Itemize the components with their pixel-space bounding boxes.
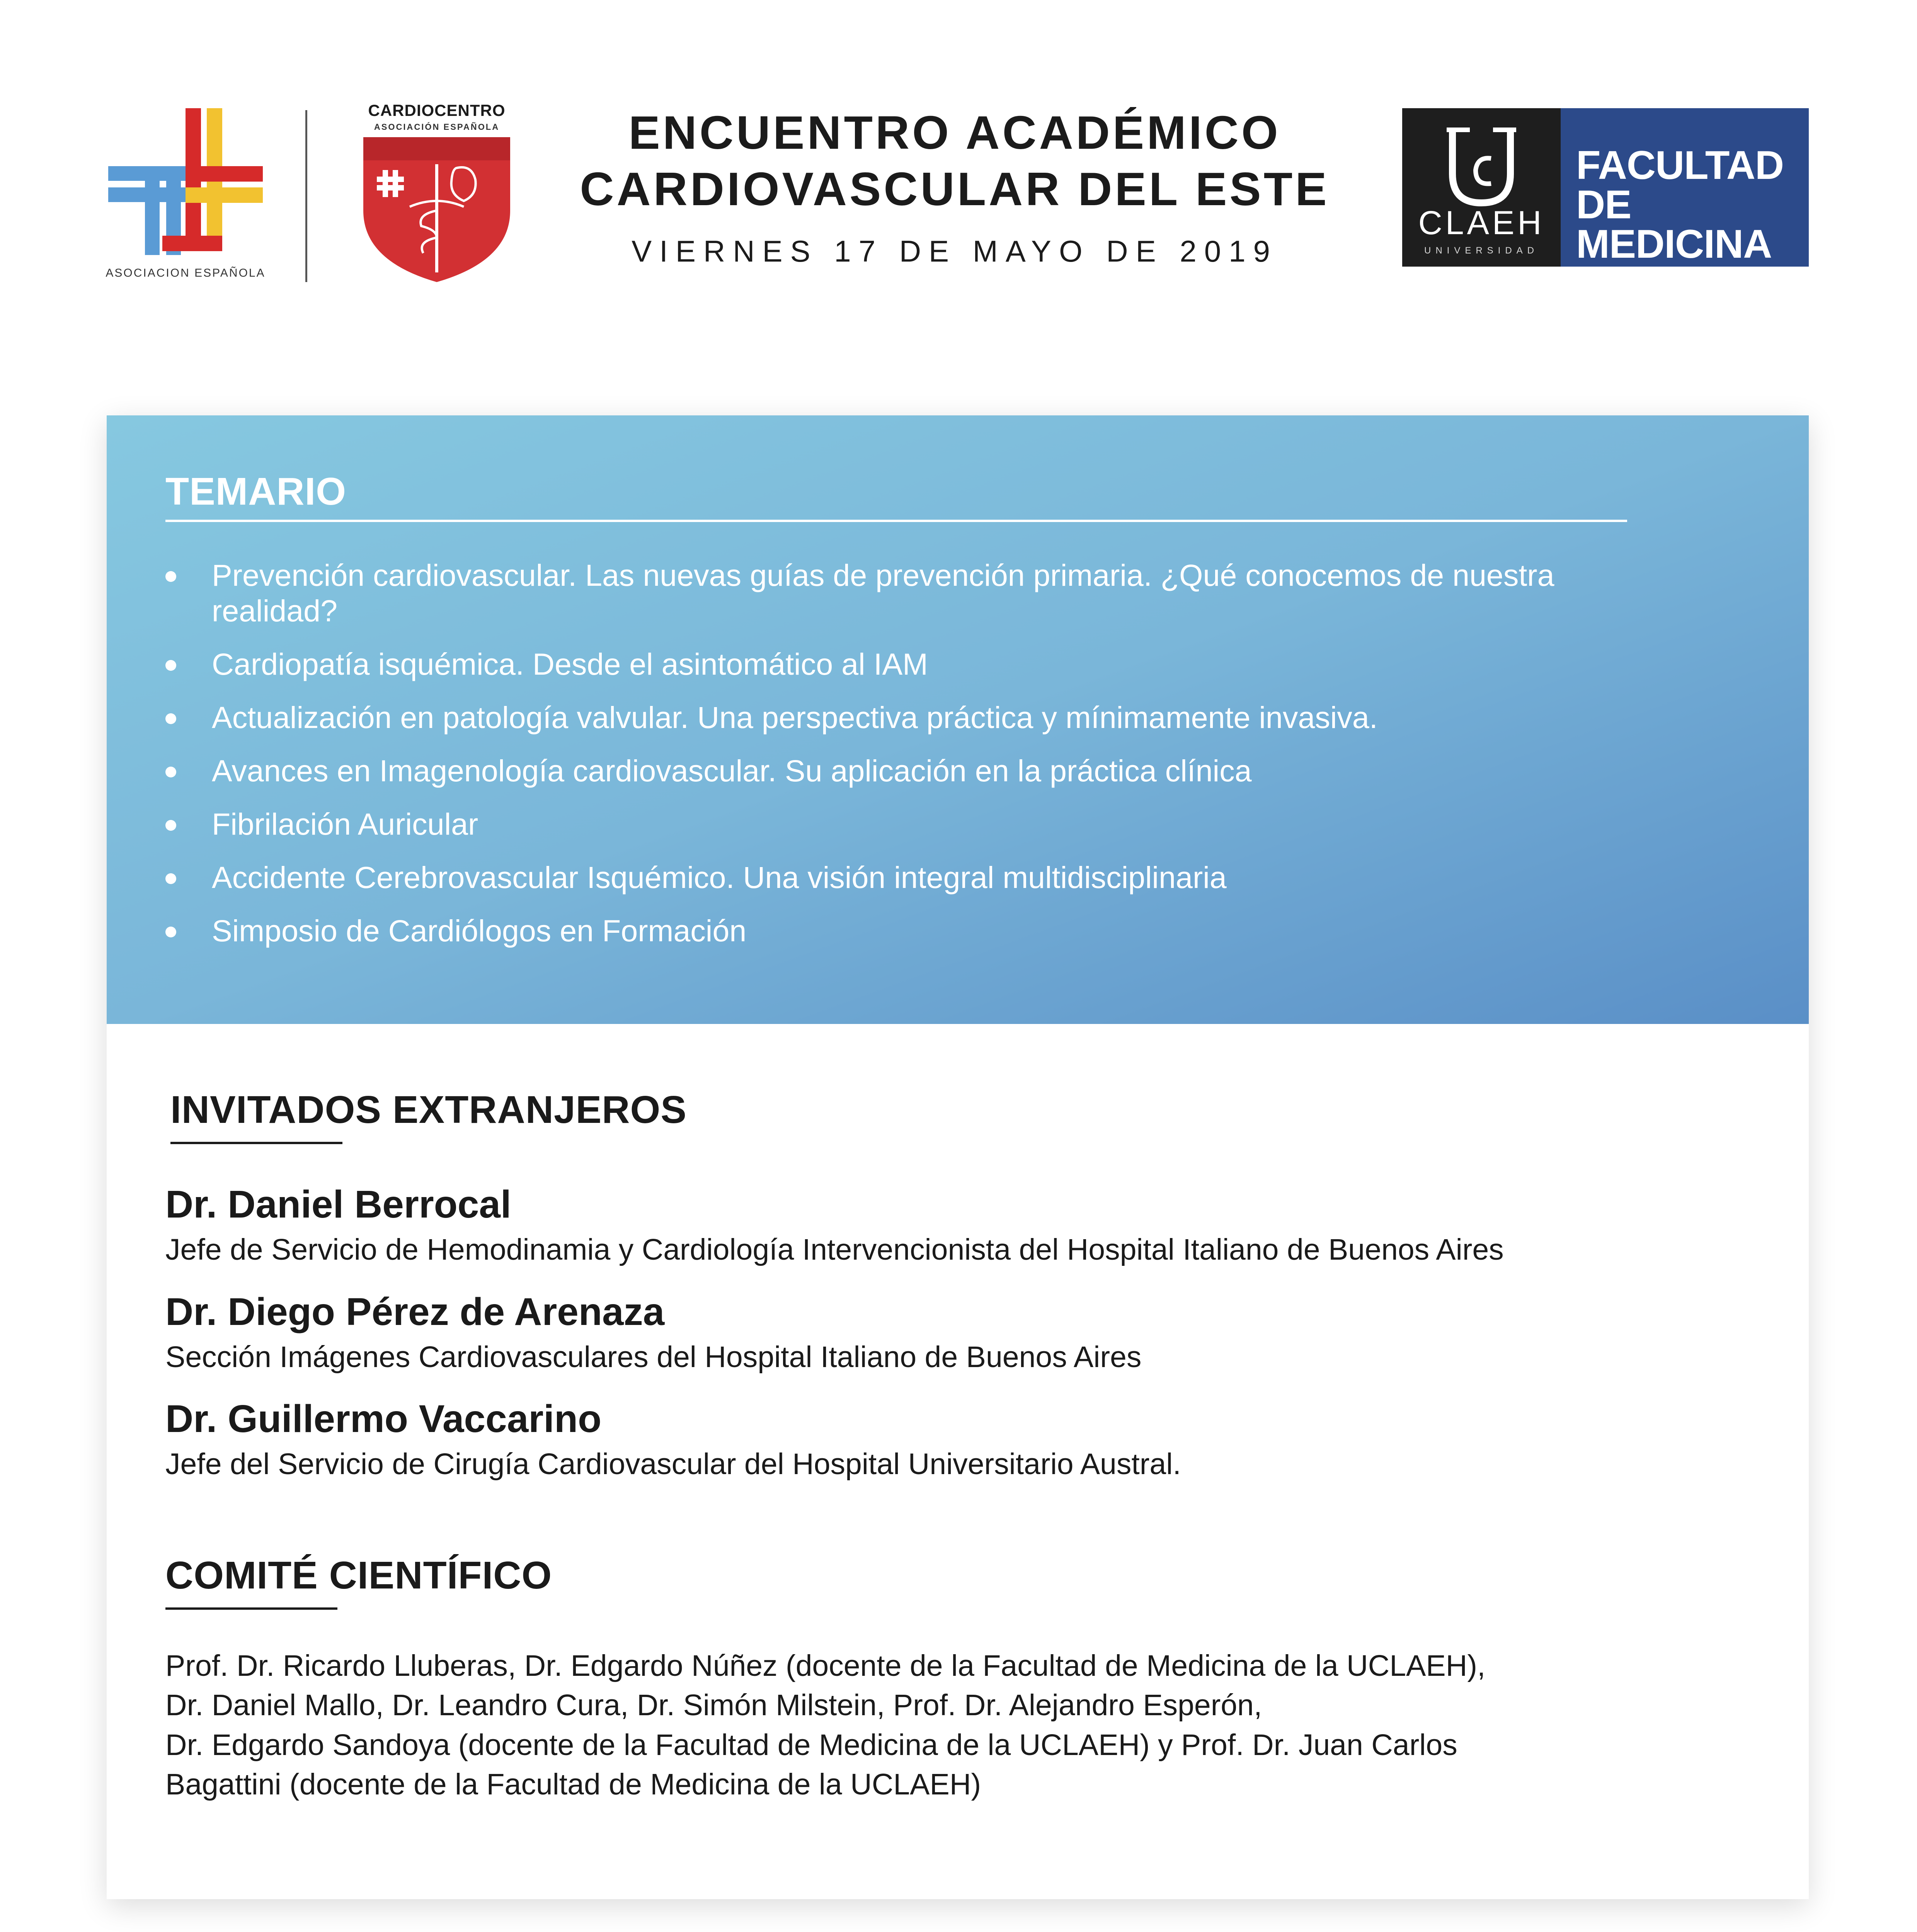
claeh-logo [1402, 108, 1561, 267]
comite-line: Dr. Daniel Mallo, Dr. Leandro Cura, Dr. Simón Milstein, Prof. Dr. Alejandro Esperón, [165, 1689, 1262, 1722]
cardiocentro-subtitle: ASOCIACIÓN ESPAÑOLA [374, 122, 500, 132]
invitados-heading: INVITADOS EXTRANJEROS [170, 1088, 687, 1131]
temario-item: Accidente Cerebrovascular Isquémico. Una visión integral multidisciplinaria [165, 860, 1673, 895]
facultad-medicina-logo [1561, 108, 1809, 267]
bullet-icon [165, 873, 176, 884]
event-date: VIERNES 17 DE MAYO DE 2019 [632, 234, 1278, 268]
guest-name: Dr. Diego Pérez de Arenaza [165, 1290, 665, 1333]
temario-item: Simposio de Cardiólogos en Formación [165, 913, 1673, 949]
guest-role: Jefe de Servicio de Hemodinamia y Cardiología Intervencionista del Hospital Italiano de Buenos Aires [165, 1233, 1504, 1266]
guest-role: Sección Imágenes Cardiovasculares del Hospital Italiano de Buenos Aires [165, 1340, 1142, 1374]
temario-heading: TEMARIO [165, 470, 347, 513]
guest-name: Dr. Daniel Berrocal [165, 1183, 511, 1226]
asociacion-espanola-logo [108, 108, 263, 286]
temario-item: Fibrilación Auricular [165, 806, 1673, 842]
bullet-icon [165, 927, 176, 937]
temario-list [165, 558, 1673, 966]
program-card [107, 415, 1809, 1899]
invitados-underline [170, 1142, 342, 1144]
bullet-icon [165, 820, 176, 831]
comite-line: Bagattini (docente de la Facultad de Medicina de la UCLAEH) [165, 1768, 981, 1801]
cardiocentro-name: CARDIOCENTRO [368, 101, 506, 119]
claeh-name: CLAEH [1418, 204, 1545, 242]
facultad-line1: FACULTAD [1576, 143, 1784, 188]
event-title-line2: CARDIOVASCULAR DEL ESTE [580, 163, 1330, 216]
guest-role: Jefe del Servicio de Cirugía Cardiovascular del Hospital Universitario Austral. [165, 1447, 1181, 1481]
temario-divider [165, 520, 1627, 522]
header-divider [305, 110, 307, 282]
facultad-line2: DE MEDICINA [1576, 182, 1772, 267]
claeh-u-icon [1402, 120, 1561, 213]
facultad-medicina-text [1576, 143, 1800, 267]
comite-line: Dr. Edgardo Sandoya (docente de la Facultad de Medicina de la UCLAEH) y Prof. Dr. Juan Carlos [165, 1728, 1457, 1762]
comite-members [165, 1646, 1634, 1804]
temario-item: Cardiopatía isquémica. Desde el asintomático al IAM [165, 646, 1673, 682]
event-title [564, 104, 1345, 218]
temario-section [107, 415, 1809, 1024]
asociacion-espanola-label: ASOCIACION ESPAÑOLA [106, 267, 266, 279]
comite-underline [165, 1607, 337, 1610]
claeh-universidad: UNIVERSIDAD [1424, 245, 1539, 256]
temario-item: Prevención cardiovascular. Las nuevas guías de prevención primaria. ¿Qué conocemos de nuestra realidad? [165, 558, 1673, 629]
temario-item: Actualización en patología valvular. Una perspectiva práctica y mínimamente invasiva. [165, 700, 1673, 735]
temario-item: Avances en Imagenología cardiovascular. Su aplicación en la práctica clínica [165, 753, 1673, 789]
bullet-icon [165, 571, 176, 582]
cardiocentro-shield-logo [359, 133, 514, 284]
comite-heading: COMITÉ CIENTÍFICO [165, 1554, 552, 1597]
bullet-icon [165, 660, 176, 671]
event-title-line1: ENCUENTRO ACADÉMICO [628, 106, 1281, 159]
bullet-icon [165, 713, 176, 724]
guest-name: Dr. Guillermo Vaccarino [165, 1397, 602, 1440]
comite-line: Prof. Dr. Ricardo Lluberas, Dr. Edgardo Núñez (docente de la Facultad de Medicina de la UCLAEH), [165, 1649, 1486, 1682]
bullet-icon [165, 767, 176, 777]
